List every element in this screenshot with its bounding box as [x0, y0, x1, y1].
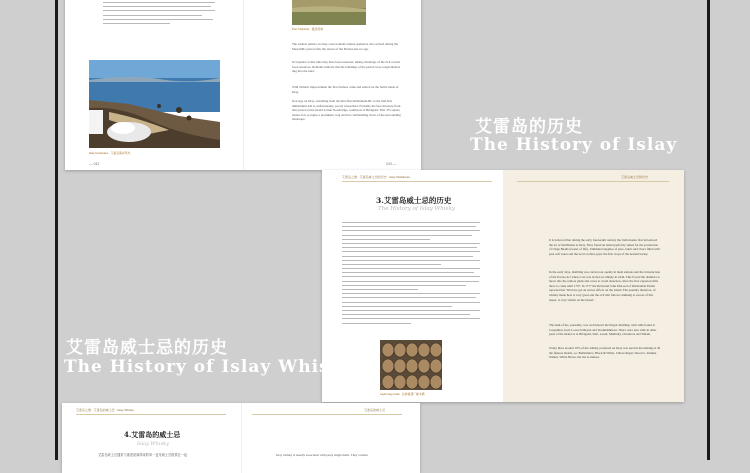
left-page: [62, 403, 241, 473]
chapter-title: 4.艾雷岛的威士忌: [124, 430, 181, 439]
right-page-number: 043 —: [386, 162, 397, 166]
chapter-subtitle: The History of Islay Whisky: [378, 206, 455, 212]
whisky-paragraph-2: In the early days, distilling was carried out openly in bush stations and the introduction of the Excise Act when a tax was levied on whisky in 1644. This forced the distillers to move into the remote glens and caves to avoid detection, since the first exported stills there to come until 1797. In 1777 the Reverend John McLeod of Kilchoman Parish reported that 'We have got an excise officer on the island. The quantity therefore, of whisky made here is very great and the evil that follows drinking to excess of this liquor, is very visible on the island.': [549, 270, 661, 302]
right-page: [241, 403, 420, 473]
whisky-paragraph-3: The bulk of the, presently, was well known the illegal distilling, with stills found at Ceapabhal, Guil, Lower Killeyan and Stremnishmore. There were also stills in other parts of the island as at Bridgend, Dail, Lossit, Mulindry, Octomore and Tallant.: [549, 323, 657, 337]
right-frame-border: [707, 0, 710, 460]
left-photo-caption: Islay landscape · 艾雷岛海岸风光: [89, 151, 131, 155]
whisky-paragraph-1: It is believed that during the early fourteenth century the Irish monks first introduced the art of distillation to Islay. They found an island perfectly suited for the production of Uisge Beatha (water of life). Unlimited supplies of pure, burns and rivers filled with peat soft water and the local crofters grew the first crops of the needed barley.: [549, 238, 660, 256]
right-photo-caption: Port Charlotte · 夏洛特港: [292, 27, 323, 31]
caption-whisky-history-en: The History of Islay Whisky: [64, 357, 354, 377]
caption-history-en: The History of Islay: [470, 135, 678, 155]
header-rule: [252, 414, 402, 415]
coast-photo: [89, 60, 220, 148]
history-paragraph-2: Occupation at this time may have been seasonal, taking advantage of the rich coastal food resources. Remains indicate that the buildings of the period were rough shelters dug into the sand.: [292, 60, 401, 74]
chapter-subtitle: Islay Whisky: [137, 441, 169, 447]
whisky-paragraph-4: Today there around 10% of the whisky produced on Islay was used in the making of all the famous blends, i.e. Ballantine's, Black & White, Chivas Regal, Dewar's, Johnnie Walker, White Horse, the list is endless.: [549, 346, 661, 360]
running-header-left: 艾雷岛之旅 · 艾雷岛威士忌的历史 · Islay Distilleries: [342, 175, 411, 179]
left-page-number: — 042: [89, 162, 100, 166]
running-header-left: 艾雷岛之旅 · 艾雷岛的威士忌 · Islay Whisky: [76, 408, 135, 412]
right-first-line: Islay whisky is usually associated with peaty single malts. They contain: [276, 453, 368, 457]
header-rule: [76, 414, 226, 415]
left-page-text-block: [103, 2, 215, 27]
history-paragraph-1: The earliest settlers on Islay were nomadic hunter-gatherers who arrived during the Mesolithic period after the retreat of the Pleistocene ice age.: [292, 42, 399, 51]
header-rule: [517, 181, 669, 182]
chapter-first-line: 艾雷岛威士忌通常与重度泥煤风味的单一麦芽威士忌联系在一起: [98, 453, 188, 457]
casks-photo-caption: Laphroaig Cask · 拉弗格酒厂橡木桶: [380, 392, 425, 396]
header-rule: [342, 181, 492, 182]
left-page: [65, 0, 243, 170]
casks-photo: [380, 340, 442, 390]
running-header-right: 艾雷岛的威士忌: [364, 408, 386, 412]
book-spread-history-of-islay: [65, 0, 421, 170]
caption-whisky-history-cn: 艾雷岛威士忌的历史: [66, 338, 228, 358]
right-page: [503, 170, 684, 402]
caption-history-cn: 艾雷岛的历史: [475, 117, 583, 137]
chapter-body-text: [342, 222, 480, 327]
book-spread-history-of-islay-whisky: [322, 170, 684, 402]
history-paragraph-4: Iron Age on Islay, extending from the mid-first millennium BC to the mid-first millennium AD is, unfortunately, poorly researched. Probably the best structure from that period on the island is Dun Nosebridge, southwest of Bridgend. This 375 square meters fort occupies a prominent crag and has commanding views of the surrounding landscape.: [292, 99, 401, 122]
book-spread-islay-whisky: [62, 403, 420, 473]
history-paragraph-3: With climatic improvement the first farmers came and settled on the fertile lands of Islay.: [292, 85, 399, 94]
running-header-right: 艾雷岛威士忌的历史: [621, 175, 649, 179]
field-photo: [292, 0, 366, 25]
left-frame-border: [55, 0, 58, 460]
chapter-title: 3.艾雷岛威士忌的历史: [376, 196, 452, 205]
right-page: [243, 0, 421, 170]
